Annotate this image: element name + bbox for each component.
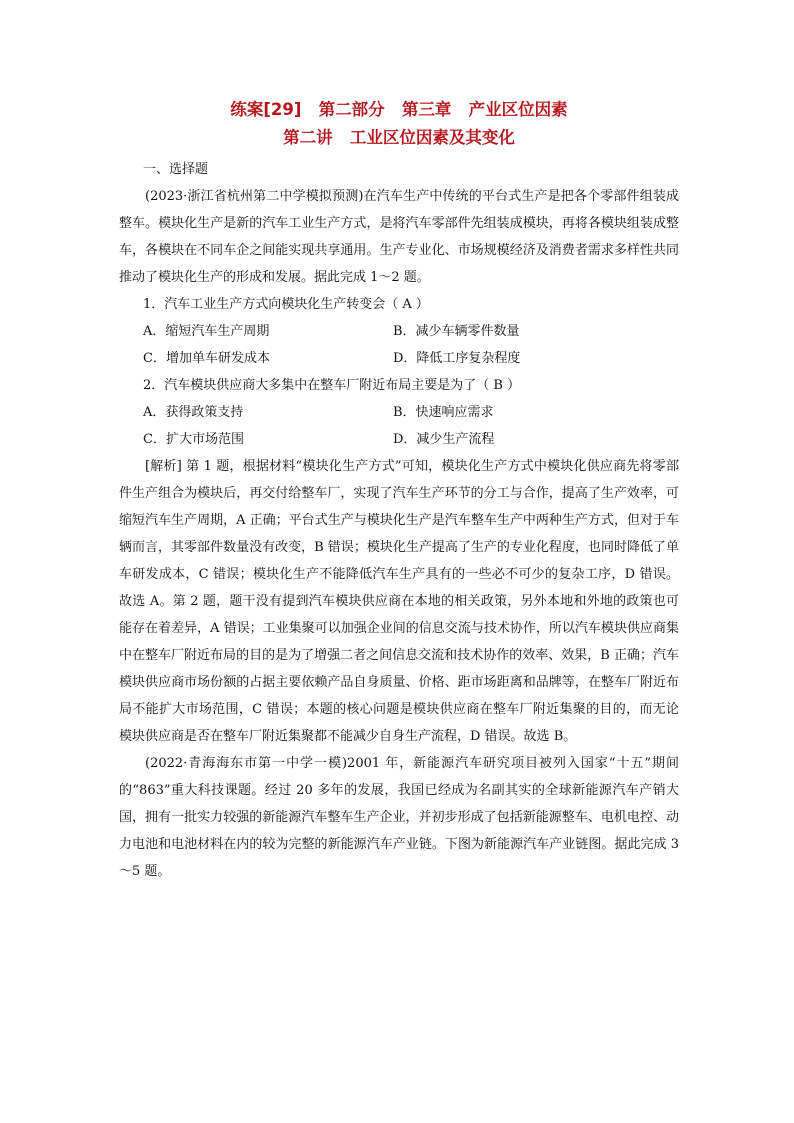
q2-option-b: B．快速响应需求	[393, 405, 494, 420]
section-heading: 一、选择题	[143, 162, 209, 177]
q1-option-a: A．缩短汽车生产周期	[143, 324, 270, 339]
passage-2: (2022·青海海东市第一中学一模)2001 年，新能源汽车研究项目被列入国家“十五”期间的“863”重大科技课题。经过 20 多年的发展，我国已经成为名副其实的全球新能源汽车产销大国，拥有一批实力较强的新能源汽车整车生产企业，并初步形成了包括新能源整车、电机电控、动力电池和电池材料在内的较为完整的新能源汽车产业链。下图为新能源汽车产业链图。据此完成 3～5 题。	[119, 756, 679, 879]
doc-title-line2: 第二讲 工业区位因素及其变化	[283, 128, 515, 147]
question-1-options	[143, 318, 679, 372]
question-2-stem: 2．汽车模块供应商大多集中在整车厂附近布局主要是为了（ B ）	[143, 378, 521, 393]
question-2-options	[143, 399, 679, 453]
passage-1: (2023·浙江省杭州第二中学模拟预测)在汽车生产中传统的平台式生产是把各个零部件组装成整车。模块化生产是新的汽车工业生产方式，是将汽车零部件先组装成模块，再将各模块组装成整车，各模块在不同车企之间能实现共享通用。生产专业化、市场规模经济及消费者需求多样性共同推动了模块化生产的形成和发展。据此完成 1～2 题。	[119, 189, 679, 285]
doc-title-line1: 练案[29] 第二部分 第三章 产业区位因素	[230, 100, 568, 119]
q1-option-c: C．增加单车研发成本	[143, 351, 270, 366]
question-1-stem: 1．汽车工业生产方式向模块化生产转变会（ A ）	[143, 297, 429, 312]
analysis-paragraph	[119, 453, 679, 750]
q1-option-d: D．降低工序复杂程度	[393, 351, 521, 366]
analysis-tag: [解析]	[145, 459, 182, 474]
document-page	[119, 96, 679, 885]
analysis-text: 第 1 题，根据材料“模块化生产方式”可知，模块化生产方式中模块化供应商先将零部件生产组合为模块后，再交付给整车厂，实现了汽车生产环节的分工与合作，提高了生产效率，可缩短汽车生产周期，A 正确；平台式生产与模块化生产是汽车整车生产中两种生产方式，但对于车辆而言，其零部件数量没有改变，B 错误；模块化生产提高了生产的专业化程度，也同时降低了单车研发成本，C 错误；模块化生产不能降低汽车生产具有的一些必不可少的复杂工序，D 错误。故选 A。第 2 题，题干没有提到汽车模块供应商在本地的相关政策，另外本地和外地的政策也可能存在着差异，A 错误；工业集聚可以加强企业间的信息交流与技术协作，所以汽车模块供应商集中在整车厂附近布局的目的是为了增强二者之间信息交流和技术协作的效率、效果，B 正确；汽车模块供应商市场份额的占据主要依赖产品自身质量、价格、距市场距离和品牌等，在整车厂附近布局不能扩大市场范围，C 错误；本题的核心问题是模块供应商在整车厂附近集聚的目的，而无论模块供应商是否在整车厂附近集聚都不能减少自身生产流程，D 错误。故选 B。	[119, 459, 679, 744]
q1-option-b: B．减少车辆零件数量	[393, 324, 520, 339]
q2-option-d: D．减少生产流程	[393, 432, 495, 447]
q2-option-a: A．获得政策支持	[143, 405, 244, 420]
q2-option-c: C．扩大市场范围	[143, 432, 244, 447]
